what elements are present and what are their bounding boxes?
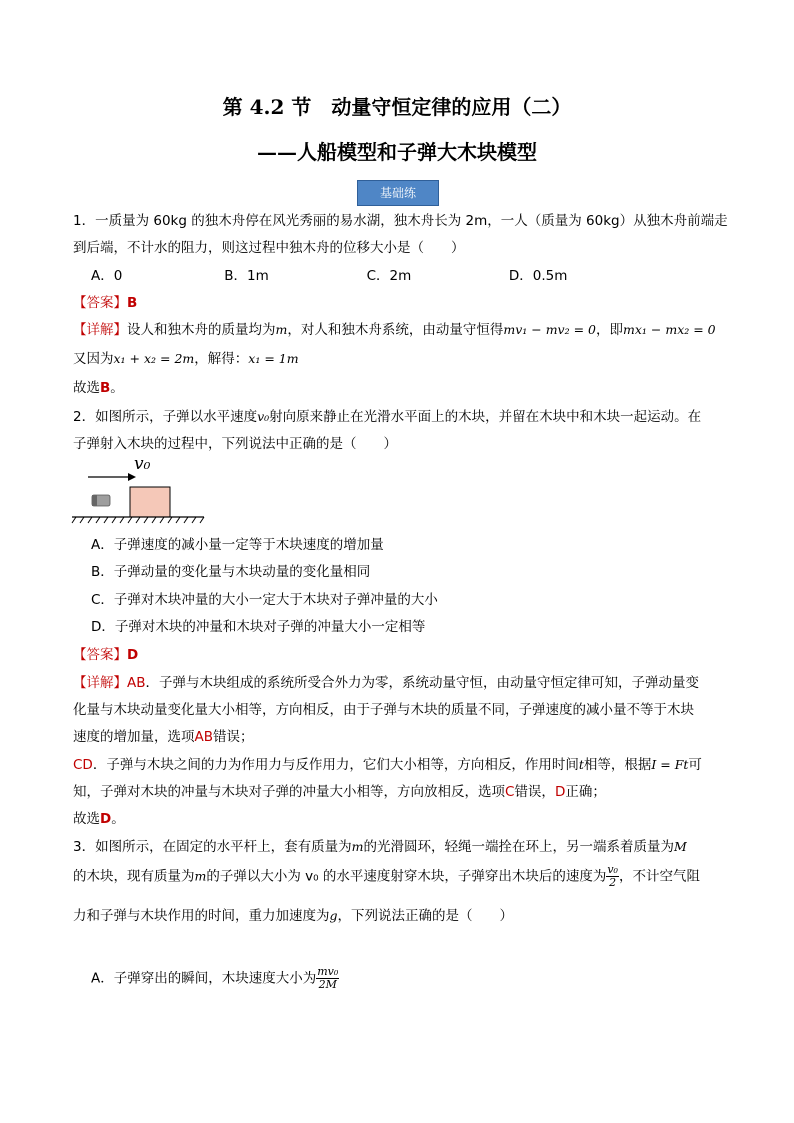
text: 错误， <box>514 784 555 800</box>
q1-detail-line1 <box>73 320 723 341</box>
wooden-block <box>130 487 170 517</box>
math: m <box>275 322 288 337</box>
numerator: v₀ <box>607 863 618 876</box>
math: mv₁ − mv₂ = 0 <box>503 322 597 337</box>
text: 速度的增加量，选项 <box>73 729 195 745</box>
math: v₀ <box>257 409 270 424</box>
q2-option-d: D．子弹对木块的冲量和木块对子弹的冲量大小一定相等 <box>91 619 426 635</box>
math: t <box>578 757 584 772</box>
q2-conclusion <box>73 809 723 830</box>
answer-label: 【答案】 <box>73 295 127 311</box>
answer-label: 【答案】 <box>73 647 127 663</box>
text: 3．如图所示，在固定的水平杆上，套有质量为 <box>73 839 352 855</box>
q1-option-b: B．1m <box>224 268 269 284</box>
q2-option-c: C．子弹对木块冲量的大小一定大于木块对子弹冲量的大小 <box>91 592 438 608</box>
q2-line1 <box>73 407 723 428</box>
text: 又因为 <box>73 351 114 367</box>
fraction <box>606 864 619 889</box>
page-title: 第 4.2 节 动量守恒定律的应用（二） <box>222 95 572 119</box>
q1-option-c: C．2m <box>366 268 412 284</box>
text: ，不计空气阻 <box>618 868 700 885</box>
fraction <box>316 966 339 991</box>
text: 正确； <box>565 784 606 800</box>
q2-detail-line2: 化量与木块动量变化量大小相等，方向相反，由于子弹与木块的质量不同，子弹速度的减小量不等于木块 <box>73 702 694 718</box>
math: x₁ = 1m <box>248 351 299 366</box>
option-ref: CD <box>73 757 93 773</box>
q1-option-d: D．0.5m <box>508 268 568 284</box>
q1-line1: 1．一质量为 60kg 的独木舟停在风光秀丽的易水湖，独木舟长为 2m，一人（质量为 60kg）从独木舟前端走 <box>73 213 728 229</box>
text: 知，子弹对木块的冲量与木块对子弹的冲量大小相等，方向放相反，选项 <box>73 784 505 800</box>
answer-value: D <box>127 647 139 663</box>
option-ref: AB <box>194 729 213 745</box>
text: 的子弹以大小为 v₀ 的水平速度射穿木块，子弹穿出木块后的速度为 <box>206 868 607 885</box>
text: 的光滑圆环，轻绳一端拴在环上，另一端系着质量为 <box>363 839 674 855</box>
text: 的木块，现有质量为 <box>73 868 195 885</box>
text: 故选 <box>73 380 100 396</box>
denominator: 2 <box>609 876 617 890</box>
numerator: mv₀ <box>317 965 339 978</box>
section-badge: 基础练 <box>357 180 439 206</box>
q2-option-a: A．子弹速度的减小量一定等于木块速度的增加量 <box>91 537 384 553</box>
text: 射向原来静止在光滑水平面上的木块，并留在木块中和木块一起运动。在 <box>269 409 702 425</box>
answer-value: B <box>127 295 138 311</box>
answer: D <box>100 811 112 827</box>
velocity-label: v₀ <box>134 455 151 474</box>
math: m <box>194 868 207 884</box>
q1-conclusion <box>73 378 723 399</box>
option-ref: AB <box>127 675 146 691</box>
text: ，对人和独木舟系统，由动量守恒得 <box>287 322 504 338</box>
text: 2．如图所示，子弹以水平速度 <box>73 409 258 425</box>
math: g <box>329 908 338 923</box>
text: ，解得： <box>194 351 249 367</box>
text: ．子弹与木块之间的力为作用力与反作用力，它们大小相等，方向相反，作用时间 <box>92 757 579 773</box>
text: 。 <box>110 380 124 396</box>
q3-option-a <box>91 966 741 991</box>
text: ．子弹与木块组成的系统所受合外力为零，系统动量守恒，由动量守恒定律可知，子弹动量变 <box>145 675 699 691</box>
option-ref: D <box>554 784 566 800</box>
q3-line2 <box>73 864 723 889</box>
q1-options <box>91 266 741 287</box>
math: M <box>673 839 687 854</box>
q2-detail-line5 <box>73 782 723 803</box>
math: m <box>351 839 364 854</box>
q1-line2: 到后端，不计水的阻力，则这过程中独木舟的位移大小是（ ） <box>73 240 465 256</box>
text: 错误； <box>213 729 254 745</box>
detail-label: 【详解】 <box>73 322 127 338</box>
text: A．子弹穿出的瞬间，木块速度大小为 <box>91 970 317 987</box>
answer: B <box>100 380 111 396</box>
text: ，即 <box>596 322 624 338</box>
q1-answer <box>73 293 723 314</box>
page-subtitle: ——人船模型和子弹大木块模型 <box>257 140 537 164</box>
bullet-block-figure <box>70 455 210 527</box>
q2-answer <box>73 645 723 666</box>
math: I = Ft <box>651 757 689 772</box>
text: 。 <box>111 811 125 827</box>
denominator: 2M <box>318 978 337 992</box>
text: 设人和独木舟的质量均为 <box>127 322 276 338</box>
math: x₁ + x₂ = 2m <box>113 351 195 366</box>
arrow-head <box>128 473 136 481</box>
q2-detail-line1 <box>73 673 723 694</box>
q1-detail-line2 <box>73 349 723 370</box>
option-ref: C <box>505 784 515 800</box>
detail-label: 【详解】 <box>73 675 127 691</box>
q2-detail-line4 <box>73 755 723 776</box>
math: mx₁ − mx₂ = 0 <box>623 322 716 337</box>
bullet-band <box>92 495 97 506</box>
text: 可 <box>688 757 702 773</box>
text: ，下列说法正确的是（ ） <box>337 908 514 924</box>
q1-option-a: A．0 <box>91 268 123 284</box>
text: 力和子弹与木块作用的时间，重力加速度为 <box>73 908 330 924</box>
text: 相等，根据 <box>583 757 652 773</box>
text: 故选 <box>73 811 100 827</box>
q2-detail-line3 <box>73 727 723 748</box>
q2-option-b: B．子弹动量的变化量与木块动量的变化量相同 <box>91 564 371 580</box>
q3-line1 <box>73 837 723 858</box>
q3-line3 <box>73 906 723 927</box>
ground-hatch <box>72 517 204 523</box>
q2-line2: 子弹射入木块的过程中，下列说法中正确的是（ ） <box>73 436 397 452</box>
